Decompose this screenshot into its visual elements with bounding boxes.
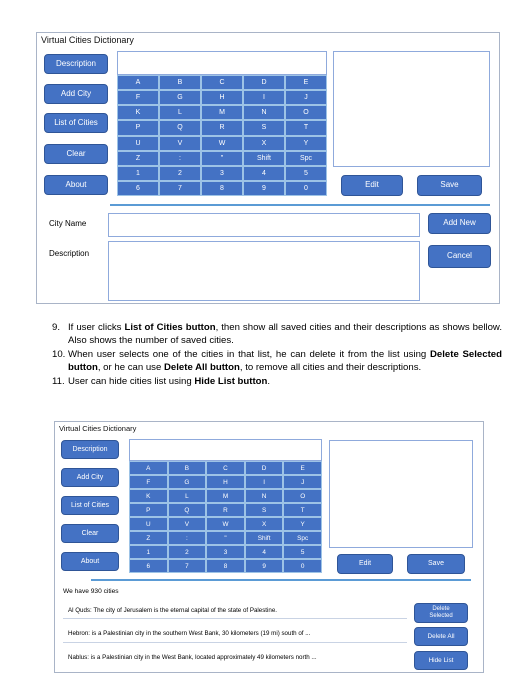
instruction-bold: Hide List button: [194, 376, 268, 387]
virtual-keyboard: [129, 461, 322, 573]
description-label: Description: [49, 249, 90, 258]
keyboard-key[interactable]: J: [283, 475, 322, 489]
list-item[interactable]: [68, 607, 277, 614]
add-city-button[interactable]: Add City: [44, 84, 108, 104]
keyboard-key[interactable]: K: [129, 489, 168, 503]
edit-button[interactable]: Edit: [341, 175, 403, 196]
city-name: Al Quds:: [68, 607, 92, 614]
keyboard-key[interactable]: 9: [245, 559, 284, 573]
keyboard-key[interactable]: R: [206, 503, 245, 517]
instructions: [52, 321, 502, 388]
instruction-11: [52, 375, 502, 388]
description-display: [329, 440, 473, 548]
keyboard-key[interactable]: G: [159, 90, 201, 105]
edit-button[interactable]: Edit: [337, 554, 393, 574]
description-display: [333, 51, 490, 167]
keyboard-key[interactable]: P: [129, 503, 168, 517]
keyboard-key[interactable]: A: [129, 461, 168, 475]
keyboard-key[interactable]: A: [117, 75, 159, 90]
keyboard-key[interactable]: Shift: [243, 151, 285, 166]
keyboard-key[interactable]: M: [201, 105, 243, 120]
city-description: The city of Jerusalem is the eternal capital of the state of Palestine.: [93, 607, 278, 614]
keyboard-key[interactable]: Z: [117, 151, 159, 166]
keyboard-key[interactable]: 7: [159, 181, 201, 196]
keyboard-key[interactable]: :: [159, 151, 201, 166]
keyboard-key[interactable]: 3: [201, 166, 243, 181]
keyboard-key[interactable]: 8: [201, 181, 243, 196]
instruction-number: 9.: [52, 322, 61, 333]
city-description: is a Palestinian city in the West Bank, located approximately 49 kilometers north ...: [90, 654, 317, 661]
keyboard-key[interactable]: 6: [117, 181, 159, 196]
keyboard-key[interactable]: C: [206, 461, 245, 475]
keyboard-key[interactable]: J: [285, 90, 327, 105]
keyboard-key[interactable]: 4: [245, 545, 284, 559]
keyboard-key[interactable]: I: [243, 90, 285, 105]
keyboard-key[interactable]: X: [243, 136, 285, 151]
instruction-text: User can hide cities list using: [68, 376, 195, 387]
instruction-text: , or he can use: [97, 362, 164, 373]
keyboard-key[interactable]: 7: [168, 559, 207, 573]
about-button[interactable]: About: [44, 175, 108, 195]
cancel-button[interactable]: Cancel: [428, 245, 491, 268]
keyboard-key[interactable]: S: [245, 503, 284, 517]
list-item[interactable]: [68, 630, 310, 637]
keyboard-key[interactable]: N: [243, 105, 285, 120]
keyboard-key[interactable]: 6: [129, 559, 168, 573]
keyboard-key[interactable]: Y: [283, 517, 322, 531]
keyboard-key[interactable]: H: [206, 475, 245, 489]
keyboard-key[interactable]: Q: [168, 503, 207, 517]
clear-button[interactable]: Clear: [44, 144, 108, 164]
city-name-input[interactable]: [108, 213, 420, 237]
city-name: Nablus:: [68, 654, 89, 661]
keyboard-key[interactable]: C: [201, 75, 243, 90]
window-title: Virtual Cities Dictionary: [59, 424, 137, 433]
keyboard-key[interactable]: D: [243, 75, 285, 90]
keyboard-key[interactable]: Spc: [283, 531, 322, 545]
list-item[interactable]: [68, 654, 317, 661]
keyboard-key[interactable]: 0: [283, 559, 322, 573]
cities-list[interactable]: [59, 599, 403, 670]
keyboard-key[interactable]: X: [245, 517, 284, 531]
keyboard-key[interactable]: W: [206, 517, 245, 531]
keyboard-key[interactable]: Q: [159, 120, 201, 135]
description-button[interactable]: Description: [44, 54, 108, 74]
keyboard-key[interactable]: T: [285, 120, 327, 135]
keyboard-key[interactable]: Y: [285, 136, 327, 151]
keyboard-key[interactable]: V: [168, 517, 207, 531]
keyboard-key[interactable]: E: [283, 461, 322, 475]
keyboard-key[interactable]: 1: [129, 545, 168, 559]
keyboard-key[interactable]: W: [201, 136, 243, 151]
keyboard-key[interactable]: O: [283, 489, 322, 503]
delete-selected-button[interactable]: Delete Selected: [414, 603, 468, 623]
keyboard-key[interactable]: D: [245, 461, 284, 475]
window-title: Virtual Cities Dictionary: [41, 35, 134, 45]
keyboard-key[interactable]: M: [206, 489, 245, 503]
list-of-cities-button[interactable]: List of Cities: [44, 113, 108, 133]
keyboard-key[interactable]: 4: [243, 166, 285, 181]
keyboard-key[interactable]: G: [168, 475, 207, 489]
keyboard-key[interactable]: 5: [285, 166, 327, 181]
virtual-keyboard: [117, 75, 327, 196]
hide-list-button[interactable]: Hide List: [414, 651, 468, 670]
keyboard-key[interactable]: L: [159, 105, 201, 120]
city-count-text: We have 930 cities: [63, 588, 119, 595]
instruction-bold: Delete Selected button: [68, 349, 502, 373]
display-input[interactable]: [129, 439, 322, 461]
keyboard-key[interactable]: 5: [283, 545, 322, 559]
instruction-number: 11.: [52, 376, 65, 387]
keyboard-key[interactable]: Z: [129, 531, 168, 545]
keyboard-key[interactable]: H: [201, 90, 243, 105]
keyboard-key[interactable]: S: [243, 120, 285, 135]
instruction-text: .: [267, 376, 271, 387]
keyboard-key[interactable]: O: [285, 105, 327, 120]
keyboard-key[interactable]: 9: [243, 181, 285, 196]
instruction-bold: List of Cities button: [124, 322, 216, 333]
keyboard-key[interactable]: B: [168, 461, 207, 475]
description-button[interactable]: Description: [61, 440, 119, 459]
description-input[interactable]: [108, 241, 420, 301]
top-window: [36, 32, 500, 304]
clear-button[interactable]: Clear: [61, 524, 119, 543]
keyboard-key[interactable]: 3: [206, 545, 245, 559]
keyboard-key[interactable]: P: [117, 120, 159, 135]
keyboard-key[interactable]: 2: [168, 545, 207, 559]
keyboard-key[interactable]: K: [117, 105, 159, 120]
instruction-text: When user selects one of the cities in that list, he can delete it from the list using: [68, 349, 430, 360]
keyboard-key[interactable]: ": [206, 531, 245, 545]
delete-all-button[interactable]: Delete All: [414, 627, 468, 646]
keyboard-key[interactable]: R: [201, 120, 243, 135]
keyboard-key[interactable]: :: [168, 531, 207, 545]
divider: [110, 204, 490, 206]
save-button[interactable]: Save: [417, 175, 482, 196]
city-description: is a Palestinian city in the southern West Bank, 30 kilometers (19 mi) south of ...: [91, 630, 311, 637]
list-of-cities-button[interactable]: List of Cities: [61, 496, 119, 515]
keyboard-key[interactable]: V: [159, 136, 201, 151]
keyboard-key[interactable]: ": [201, 151, 243, 166]
instruction-10: [52, 348, 502, 374]
bottom-window: [54, 421, 484, 673]
keyboard-key[interactable]: B: [159, 75, 201, 90]
keyboard-key[interactable]: Shift: [245, 531, 284, 545]
keyboard-key[interactable]: N: [245, 489, 284, 503]
keyboard-key[interactable]: Spc: [285, 151, 327, 166]
keyboard-key[interactable]: 2: [159, 166, 201, 181]
instruction-bold: Delete All button: [163, 362, 240, 373]
about-button[interactable]: About: [61, 552, 119, 571]
city-name-label: City Name: [49, 219, 87, 228]
keyboard-key[interactable]: U: [117, 136, 159, 151]
keyboard-key[interactable]: L: [168, 489, 207, 503]
instruction-text: , then show all saved cities and their descriptions as shows bellow. Also shows the number of saved cities.: [68, 322, 502, 346]
save-button[interactable]: Save: [407, 554, 465, 574]
keyboard-key[interactable]: 0: [285, 181, 327, 196]
keyboard-key[interactable]: 1: [117, 166, 159, 181]
keyboard-key[interactable]: T: [283, 503, 322, 517]
divider: [63, 642, 407, 643]
divider: [63, 618, 407, 619]
keyboard-key[interactable]: F: [117, 90, 159, 105]
keyboard-key[interactable]: U: [129, 517, 168, 531]
instruction-9: [52, 321, 502, 347]
display-input[interactable]: [117, 51, 327, 75]
add-city-button[interactable]: Add City: [61, 468, 119, 487]
keyboard-key[interactable]: F: [129, 475, 168, 489]
instruction-text: , to remove all cities and their descriptions.: [239, 362, 422, 373]
keyboard-key[interactable]: 8: [206, 559, 245, 573]
instruction-number: 10.: [52, 349, 66, 360]
divider: [91, 579, 471, 581]
city-name: Hebron:: [68, 630, 91, 637]
instruction-text: If user clicks: [68, 322, 125, 333]
keyboard-key[interactable]: E: [285, 75, 327, 90]
keyboard-key[interactable]: I: [245, 475, 284, 489]
add-new-button[interactable]: Add New: [428, 213, 491, 234]
